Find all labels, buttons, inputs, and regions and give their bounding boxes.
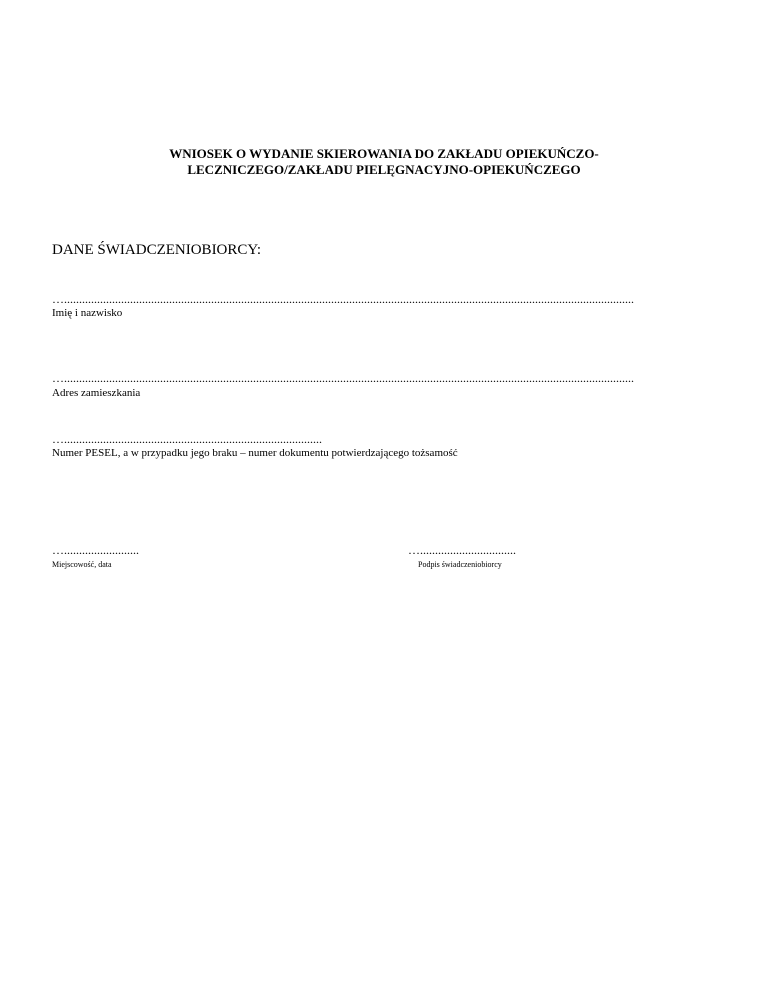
address-dotted-line: ….............................................................................................................................................................................................. bbox=[52, 372, 634, 384]
place-date-dotted-line: …......................... bbox=[52, 544, 139, 556]
document-title-line-2: LECZNICZEGO/ZAKŁADU PIELĘGNACYJNO-OPIEKUŃCZEGO bbox=[187, 162, 581, 177]
section-heading-beneficiary-data: DANE ŚWIADCZENIOBIORCY: bbox=[52, 242, 262, 258]
signature-label: Podpis świadczeniobiorcy bbox=[418, 560, 502, 569]
signature-dotted-line: …................................ bbox=[408, 544, 516, 556]
pesel-dotted-line: …...................................................................................... bbox=[52, 433, 322, 445]
document-title bbox=[0, 146, 768, 178]
pesel-label: Numer PESEL, a w przypadku jego braku – numer dokumentu potwierdzającego tożsamość bbox=[52, 447, 458, 459]
document-title-line-1: WNIOSEK O WYDANIE SKIEROWANIA DO ZAKŁADU OPIEKUŃCZO- bbox=[169, 146, 599, 161]
place-date-label: Miejscowość, data bbox=[52, 560, 112, 569]
address-label: Adres zamieszkania bbox=[52, 387, 141, 399]
name-label: Imię i nazwisko bbox=[52, 307, 123, 319]
name-dotted-line: ….............................................................................................................................................................................................. bbox=[52, 293, 634, 305]
